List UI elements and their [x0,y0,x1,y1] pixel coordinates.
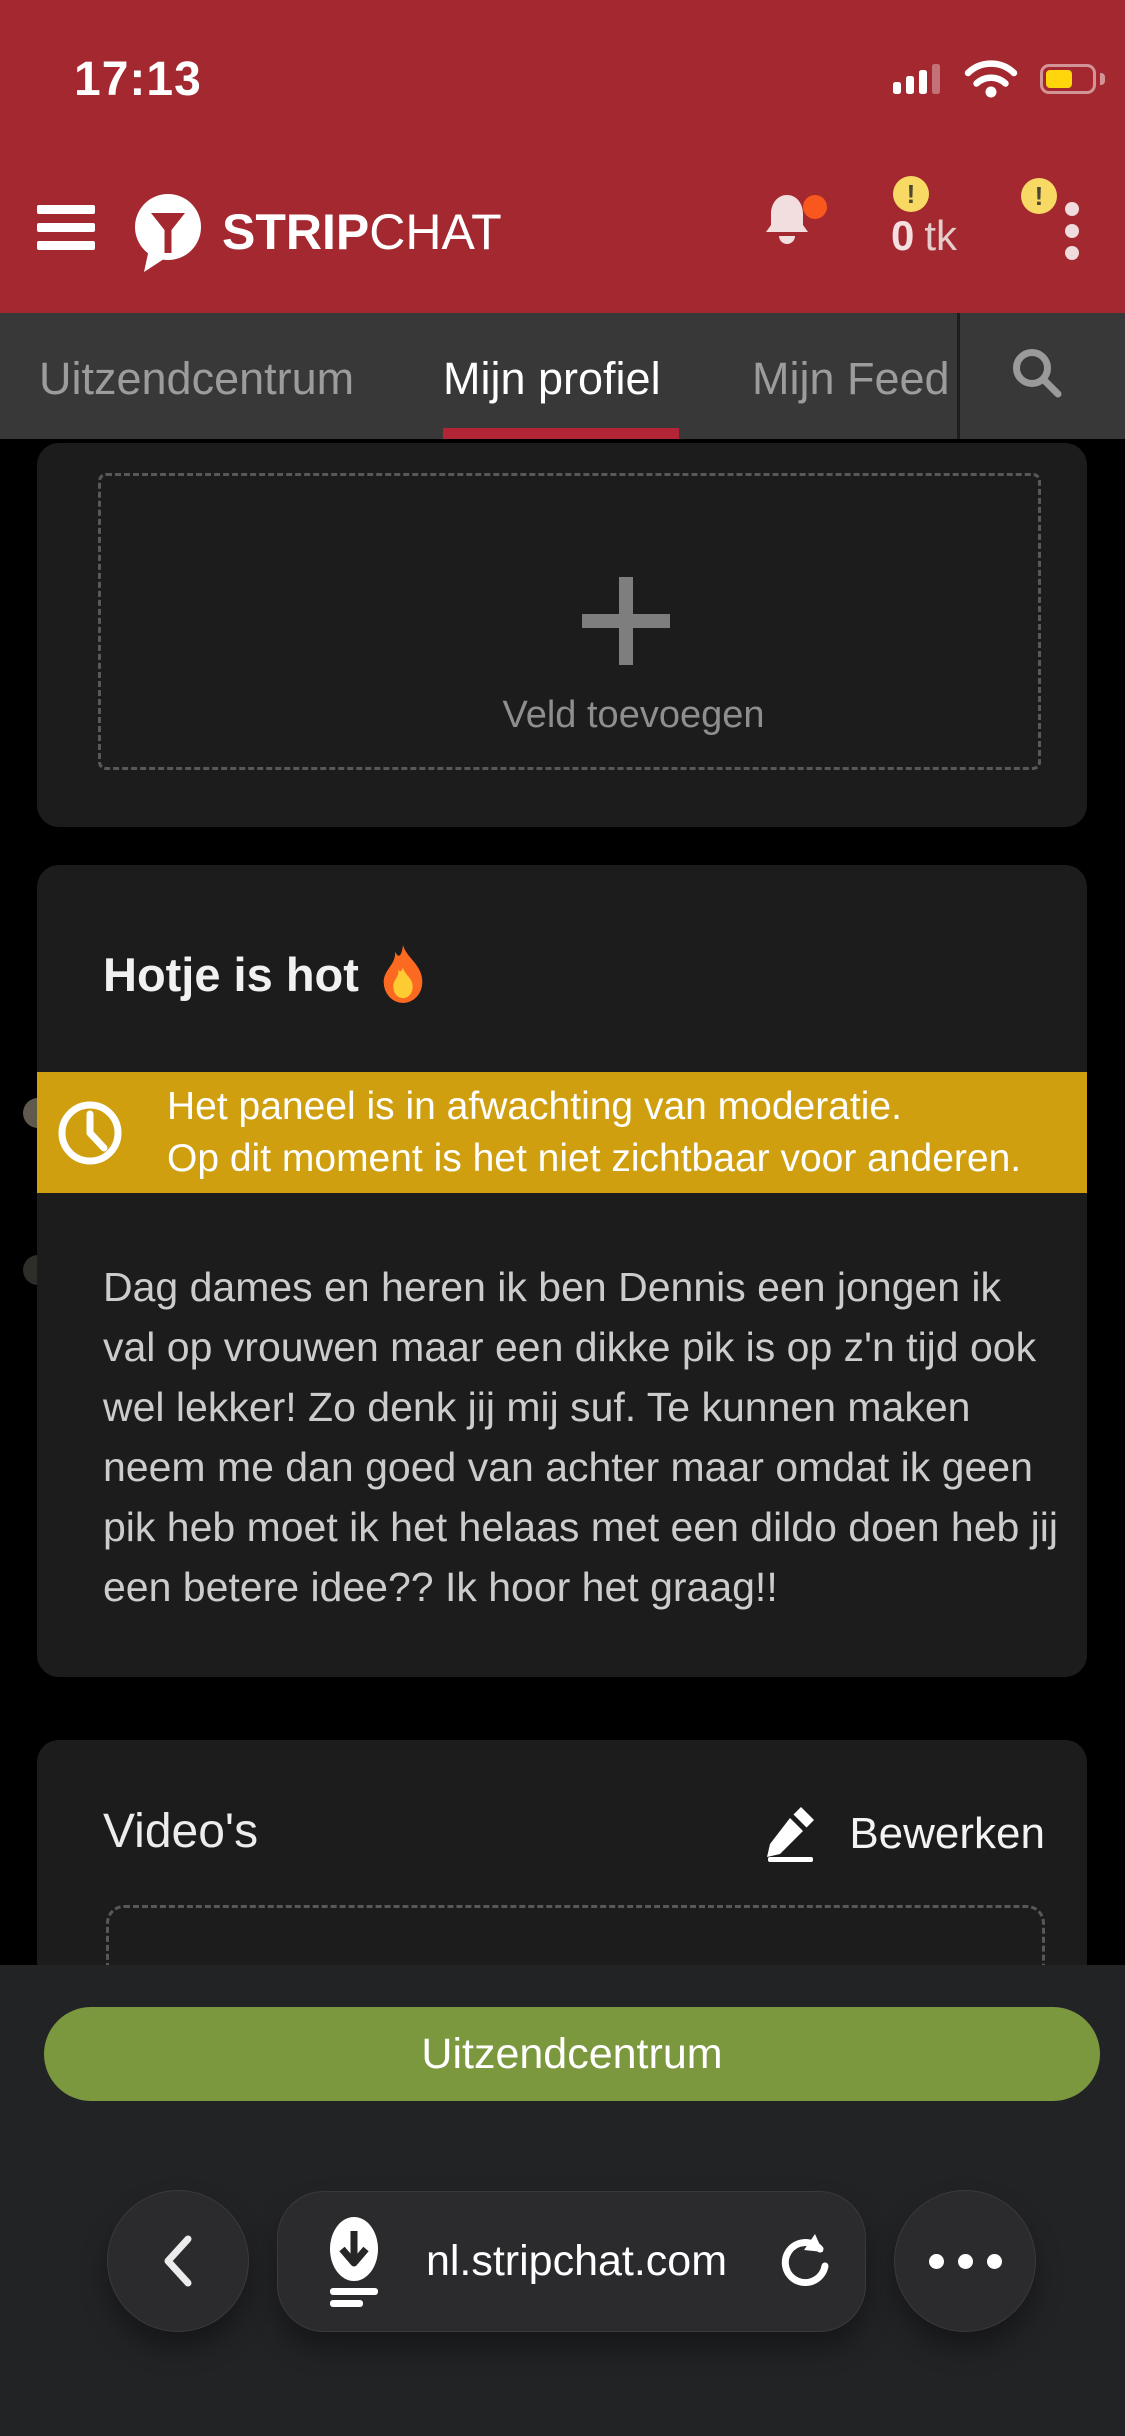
notification-dot [803,195,827,219]
tabbar-divider [957,313,960,439]
browser-bottom-sheet [0,1965,1125,2436]
panel-title [103,945,429,1003]
moderation-notice [167,1081,1021,1185]
download-page-icon[interactable] [328,2216,380,2313]
wifi-icon [964,58,1018,103]
stripchat-logo[interactable] [131,193,207,280]
menu-warning-badge: ! [1021,178,1057,214]
videos-title: Video's [103,1805,259,1858]
battery-tip [1100,73,1105,85]
back-icon [158,2233,198,2289]
app-header [0,0,1125,313]
profile-bio-text: Dag dames en heren ik ben Dennis een jongen ik val op vrouwen maar een dikke pik is op z'n tijd ook wel lekker! Zo denk jij mij suf. Te kunnen maken neem me dan goed van achter maar omdat ik geen pik heb moet ik het helaas met een dildo doen heb jij een betere idee?? Ik hoor het graag!! [103,1264,1059,1610]
browser-back-button[interactable] [107,2190,249,2332]
moderation-banner [37,1072,1087,1193]
brand-light: CHAT [369,204,502,260]
tokens-value: 0 [891,212,915,259]
pencil-icon [767,1806,815,1862]
profile-panel-card [37,865,1087,1677]
cell-signal-icon [893,64,940,94]
moderation-line-1: Het paneel is in afwachting van moderatie. [167,1085,902,1128]
panel-title-text: Hotje is hot [103,947,359,1001]
tokens-balance [891,212,957,260]
moderation-line-2: Op dit moment is het niet zichtbaar voor anderen. [167,1137,1022,1180]
tab-mijn-feed[interactable]: Mijn Feed [752,353,950,404]
tokens-warning-badge: ! [893,176,929,212]
edit-videos-label: Bewerken [849,1809,1045,1858]
tokens-unit: tk [924,212,958,259]
uitzendcentrum-cta-button[interactable]: Uitzendcentrum [44,2007,1100,2101]
brand-bold: STRIP [222,204,370,260]
tab-bar [0,313,1125,439]
status-time: 17:13 [74,53,202,106]
plus-icon [582,577,670,665]
search-button[interactable] [1008,344,1068,404]
more-icon [929,2254,1002,2269]
tab-uitzendcentrum[interactable]: Uitzendcentrum [39,353,355,404]
tab-mijn-profiel[interactable]: Mijn profiel [443,353,661,404]
add-field-card [37,443,1087,827]
search-icon [1008,344,1066,402]
add-field-label: Veld toevoegen [502,694,765,736]
reload-icon [777,2232,833,2294]
url-text[interactable]: nl.stripchat.com [425,2237,728,2285]
add-field-dropzone[interactable] [98,473,1041,770]
active-tab-underline [443,428,679,439]
fire-icon [377,945,429,1003]
clock-icon [54,1097,126,1174]
battery-icon [1040,64,1096,94]
hamburger-menu-icon[interactable] [37,205,95,253]
reload-button[interactable] [777,2232,833,2299]
browser-menu-button[interactable] [894,2190,1036,2332]
browser-url-bar[interactable] [277,2191,866,2332]
brand-title [222,203,502,261]
edit-videos-button[interactable] [767,1806,1045,1862]
